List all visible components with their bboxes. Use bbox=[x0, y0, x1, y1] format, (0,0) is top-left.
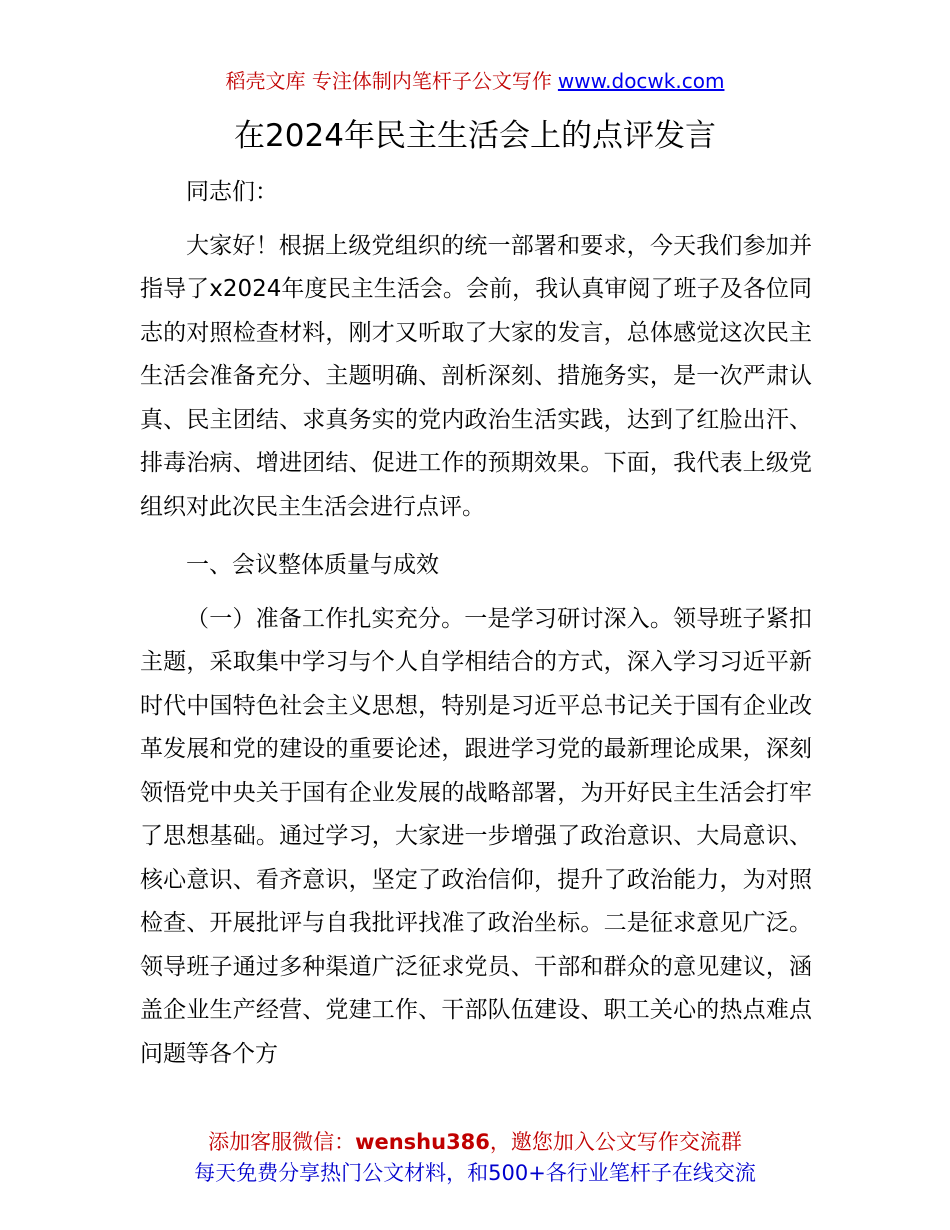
body-paragraph: （一）准备工作扎实充分。一是学习研讨深入。领导班子紧扣主题，采取集中学习与个人自学相结合的方式，深入学习习近平新时代中国特色社会主义思想，特别是习近平总书记关于国有企业改革发展和党的建设的重要论述，跟进学习党的最新理论成果，深刻领悟党中央关于国有企业发展的战略部署，为开好民主生活会打牢了思想基础。通过学习，大家进一步增强了政治意识、大局意识、核心意识、看齐意识，坚定了政治信仰，提升了政治能力，为对照检查、开展批评与自我批评找准了政治坐标。二是征求意见广泛。领导班子通过多种渠道广泛征求党员、干部和群众的意见建议，涵盖企业生产经营、党建工作、干部队伍建设、职工关心的热点难点问题等各个方 bbox=[140, 605, 812, 1067]
section-heading: 一、会议整体质量与成效 bbox=[186, 552, 439, 578]
header-slogan: 稻壳文库 专注体制内笔杆子公文写作 bbox=[225, 69, 552, 93]
document-body bbox=[140, 171, 812, 1076]
website-link[interactable]: www.docwk.com bbox=[557, 69, 725, 93]
footer-line-1 bbox=[0, 1127, 950, 1158]
document-title: 在2024年民主生活会上的点评发言 bbox=[234, 118, 716, 154]
page-footer bbox=[0, 1127, 950, 1189]
footer-invite-text: ，邀您加入公文写作交流群 bbox=[489, 1130, 742, 1154]
intro-paragraph: 大家好！根据上级党组织的统一部署和要求，今天我们参加并指导了x2024年度民主生活会。会前，我认真审阅了班子及各位同志的对照检查材料，刚才又听取了大家的发言，总体感觉这次民主生活会准备充分、主题明确、剖析深刻、措施务实，是一次严肃认真、民主团结、求真务实的党内政治生活实践，达到了红脸出汗、排毒治病、增进团结、促进工作的预期效果。下面，我代表上级党组织对此次民主生活会进行点评。 bbox=[140, 232, 812, 520]
greeting: 同志们： bbox=[186, 179, 278, 205]
footer-contact-label: 添加客服微信： bbox=[208, 1130, 356, 1154]
wechat-id: wenshu386 bbox=[355, 1130, 490, 1154]
page-header bbox=[0, 66, 950, 96]
footer-line-2: 每天免费分享热门公文材料，和500+各行业笔杆子在线交流 bbox=[194, 1161, 756, 1185]
